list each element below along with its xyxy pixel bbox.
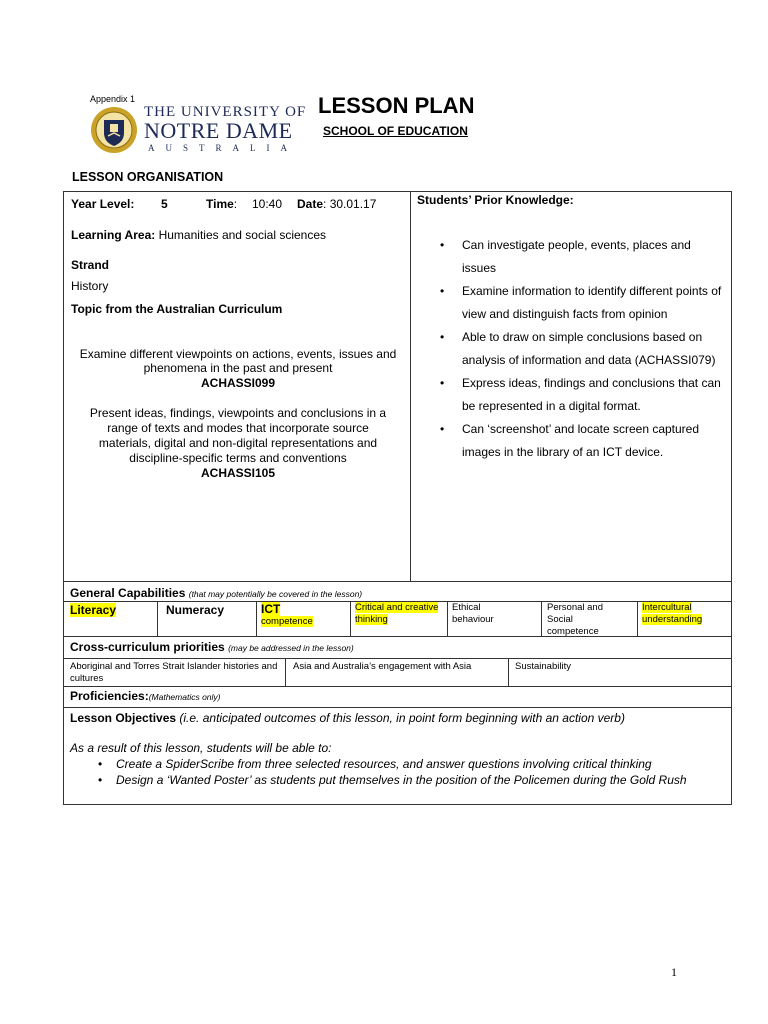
time-value: 10:40	[252, 197, 283, 211]
objectives-heading-row	[70, 711, 625, 725]
section-title: LESSON ORGANISATION	[72, 170, 224, 184]
capabilities-heading-row	[70, 586, 362, 600]
row-divider	[63, 581, 732, 582]
appendix-label: Appendix 1	[90, 94, 136, 104]
page-subtitle: SCHOOL OF EDUCATION	[323, 124, 468, 138]
cell-divider	[637, 601, 638, 636]
strand-label: Strand	[71, 258, 110, 272]
university-logo	[90, 104, 307, 156]
capability-ict: ICT competence	[261, 602, 313, 627]
capabilities-heading: General Capabilities	[70, 586, 186, 600]
row-divider	[63, 707, 732, 708]
cross-priority-aboriginal: Aboriginal and Torres Strait Islander histories and cultures	[70, 661, 278, 684]
cross-priority-sustainability: Sustainability	[515, 661, 571, 672]
date-field: Date: 30.01.17	[297, 197, 377, 211]
objectives-intro: As a result of this lesson, students will be able to:	[70, 741, 332, 755]
list-item: • Able to draw on simple conclusions based on analysis of information and data (ACHASSI079)	[462, 326, 726, 372]
time-field: Time:	[206, 197, 238, 211]
cross-curriculum-heading: Cross-curriculum priorities	[70, 640, 225, 654]
capability-literacy: Literacy	[70, 603, 117, 617]
time-label: Time	[206, 197, 234, 211]
year-level-value: 5	[161, 197, 168, 211]
logo-line3: AUSTRALIA	[148, 143, 298, 153]
cell-divider	[285, 658, 286, 686]
capability-personal-social: Personal and Social competence	[547, 602, 603, 637]
learning-area-value: Humanities and social sciences	[158, 228, 327, 242]
logo-line1: THE UNIVERSITY OF	[144, 104, 307, 120]
capabilities-note: (that may potentially be covered in the lesson)	[188, 589, 363, 599]
capability-numeracy: Numeracy	[166, 603, 225, 617]
prior-knowledge-heading: Students’ Prior Knowledge:	[417, 193, 574, 207]
logo-line2: NOTRE DAME	[144, 118, 293, 143]
topic-description-1: Examine different viewpoints on actions, events, issues and phenomena in the past and present	[79, 347, 397, 375]
capability-ethical: Ethical behaviour	[452, 602, 494, 625]
page-number: 1	[671, 965, 677, 979]
list-item: • Can investigate people, events, places and issues	[462, 234, 726, 280]
row-divider	[63, 686, 732, 687]
cell-divider	[350, 601, 351, 636]
date-value: 30.01.17	[329, 197, 377, 211]
cell-divider	[256, 601, 257, 636]
learning-area-label: Learning Area:	[71, 228, 156, 242]
cross-curriculum-note: (may be addressed in the lesson)	[228, 643, 354, 653]
proficiencies-row	[70, 689, 221, 703]
objectives-list	[70, 756, 730, 788]
date-label: Date	[297, 197, 324, 211]
list-item: • Create a SpiderScribe from three selected resources, and answer questions involving critical thinking	[70, 756, 730, 772]
cell-divider	[508, 658, 509, 686]
topic-label: Topic from the Australian Curriculum	[71, 302, 283, 316]
list-item: • Examine information to identify different points of view and distinguish facts from opinion	[462, 280, 726, 326]
topic-code-1: ACHASSI099	[200, 376, 276, 390]
list-item: • Express ideas, findings and conclusions that can be represented in a digital format.	[462, 372, 726, 418]
page-title: LESSON PLAN	[318, 93, 475, 118]
cell-divider	[157, 601, 158, 636]
proficiencies-note: (Mathematics only)	[148, 692, 221, 702]
year-level-label: Year Level:	[71, 197, 135, 211]
list-item: • Design a ‘Wanted Poster’ as students put themselves in the position of the Policemen during the Gold Rush	[70, 772, 730, 788]
strand-value: History	[71, 279, 109, 293]
list-item: • Can ‘screenshot’ and locate screen captured images in the library of an ICT device.	[462, 418, 726, 464]
topic-code-2: ACHASSI105	[200, 466, 276, 480]
crest-icon	[90, 106, 138, 154]
cross-priority-asia: Asia and Australia’s engagement with Asia	[293, 661, 472, 672]
capability-intercultural: Intercultural understanding	[642, 602, 703, 625]
cell-divider	[447, 601, 448, 636]
row-divider	[63, 636, 732, 637]
cell-divider	[541, 601, 542, 636]
row-divider	[63, 658, 732, 659]
prior-knowledge-list	[414, 234, 726, 464]
topic-description-2: Present ideas, findings, viewpoints and conclusions in a range of texts and modes that incorporate source materials, digital and non-digital representations and discipline-specific terms and conventions	[89, 406, 387, 465]
learning-area	[71, 228, 326, 242]
objectives-heading: Lesson Objectives	[70, 711, 177, 725]
capability-critical-thinking: Critical and creative thinking	[355, 602, 439, 625]
cross-curriculum-heading-row	[70, 640, 354, 654]
column-divider	[410, 191, 411, 581]
proficiencies-heading: Proficiencies:	[70, 689, 149, 703]
objectives-note: (i.e. anticipated outcomes of this lesson, in point form beginning with an action verb)	[179, 711, 625, 725]
